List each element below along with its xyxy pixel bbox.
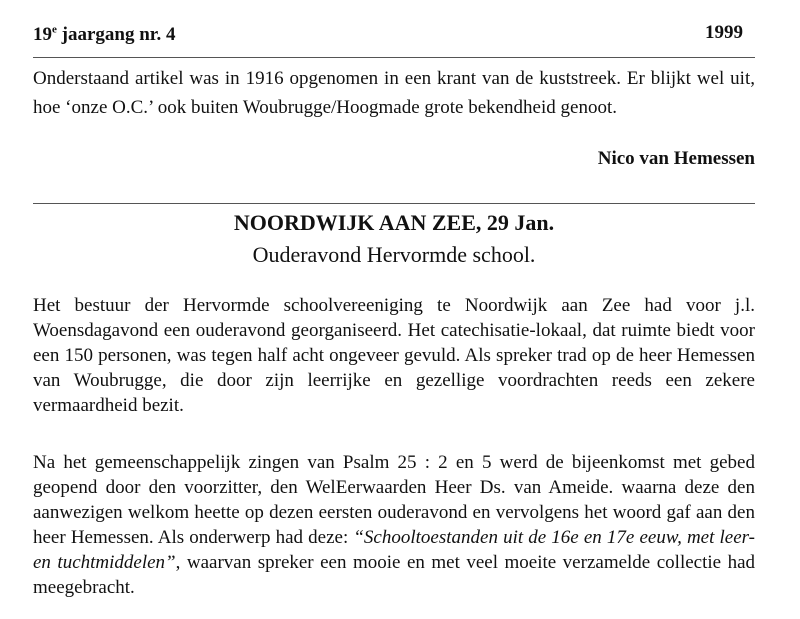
paragraph-2-tail: , waarvan spreker een mooie en met veel moeite verzamelde collectie had meegebracht. [33,552,755,598]
header-divider [33,57,755,58]
article-headline: NOORDWIJK AAN ZEE, 29 Jan. [233,210,555,235]
issue-number: 19 [33,24,52,45]
article-paragraph-1: Het bestuur der Hervormde schoolvereeniging te Noordwijk aan Zee had voor j.l. Woensdagavond een ouderavond georganiseerd. Het catechisatie-lokaal, dat ruimte biedt voor een 150 personen, was tegen half acht ongeveer gevuld. Als spreker trad op de heer Hemessen van Woubrugge, die door zijn leerrijke en gezellige voordrachten reeds een zekere vermaardheid bezit. [33,295,755,416]
year-label: 1999 [705,22,743,43]
article-subheadline: Ouderavond Hervormde school. [252,242,536,267]
issue-superscript: e [52,23,57,36]
issue-rest: jaargang nr. 4 [56,24,176,45]
section-divider [33,203,755,204]
paragraph-2-lead: Na het gemeenschappelijk zingen van Psalm 25 : 2 en 5 werd de bijeenkomst met gebed geopend door den voorzitter, den WelEerwaarden Heer Ds. van Ameide. waarna deze den aanwezigen welkom heette op dezen eersten ouderavond en vervolgens het woord gaf aan den heer Hemessen. Als onderwerp had deze: [33,452,755,548]
lecture-title-quote: “Schooltoestanden uit de 16e en 17e eeuw, met leer- en tuchtmiddelen” [33,527,755,573]
intro-author: Nico van Hemessen [597,148,755,169]
page-header [33,18,755,48]
intro-text: Onderstaand artikel was in 1916 opgenomen in een krant van de kuststreek. Er blijkt wel uit, hoe ‘onze O.C.’ ook buiten Woubrugge/Hoogmade grote bekendheid genoot. [33,68,755,118]
newsletter-page [33,0,755,619]
issue-label [33,24,175,46]
article-paragraph-2 [33,450,755,600]
